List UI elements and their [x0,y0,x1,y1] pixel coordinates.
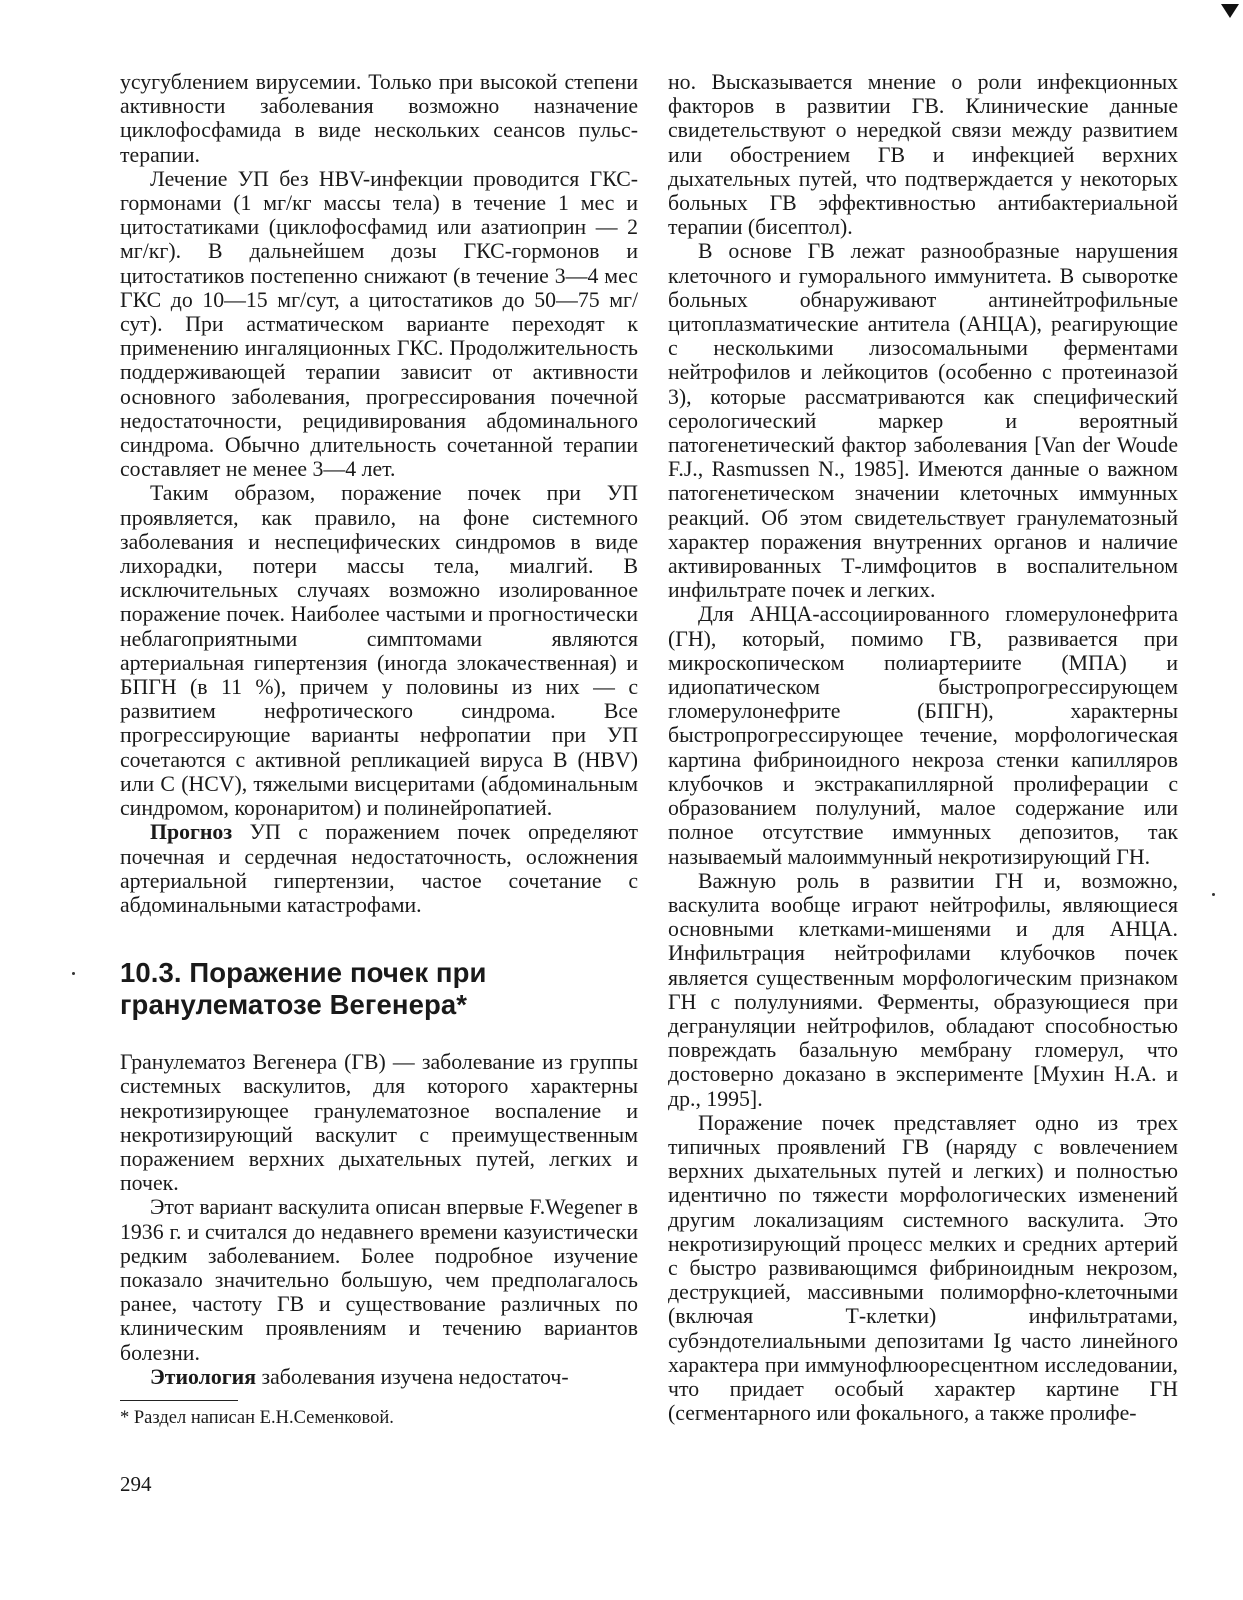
right-column [668,70,1178,1425]
paragraph: Для АНЦА-ассоциированного гломерулонефрита (ГН), который, помимо ГВ, развивается при микроскопическом полиартериите (МПА) и идиопатическом быстропрогрессирующем гломерулонефрите (БПГН), характерны быстропрогрессирующее течение, морфологическая картина фибриноидного некроза стенки капилляров клубочков и экстракапиллярной пролиферации с образованием полулуний, малое содержание или полное отсутствие иммунных депозитов, так называемый малоиммунный некротизирующий ГН. [668,602,1178,869]
footnote-divider [120,1400,238,1401]
scan-speck [72,972,75,975]
page-number: 294 [120,1472,152,1496]
paragraph: Этот вариант васкулита описан впервые F.Wegener в 1936 г. и считался до недавнего времени казуистически редким заболеванием. Более подробное изучение показало значительно большую, чем предполагалось ранее, частоту ГВ и существование различных по клиническим проявлениям и течению вариантов болезни. [120,1195,638,1365]
scan-speck [1212,893,1215,896]
paragraph: Прогноз УП с поражением почек определяют почечная и сердечная недостаточность, осложнения артериальной гипертензии, частое сочетание с абдоминальными катастрофами. [120,820,638,917]
section-heading: 10.3. Поражение почек при гранулематозе Вегенера* [120,957,487,1021]
paragraph: усугублением вирусемии. Только при высокой степени активности заболевания возможно назначение циклофосфамида в виде нескольких сеансов пульс-терапии. [120,70,638,167]
paragraph-lead-term: Этиология [150,1364,257,1389]
paragraph: Гранулематоз Вегенера (ГВ) — заболевание из группы системных васкулитов, для которого характерны некротизирующее гранулематозное воспаление и некротизирующий васкулит с преимущественным поражением верхних дыхательных путей, легких и почек. [120,1050,638,1196]
footnote: * Раздел написан Е.Н.Семенковой. [120,1407,394,1428]
paragraph: Поражение почек представляет одно из трех типичных проявлений ГВ (наряду с вовлечением верхних дыхательных путей и легких) и полностью идентично по тяжести морфологических изменений другим локализациям системного васкулита. Это некротизирующий процесс мелких и средних артерий с быстро развивающимся фибриноидным некрозом, деструкцией, массивными полиморфно-клеточными (включая Т-клетки) инфильтратами, субэндотелиальными депозитами Ig часто линейного характера при иммунофлюоресцентном исследовании, что придает особый характер картине ГН (сегментарного или фокального, а также пролифе- [668,1110,1178,1426]
paragraph-lead-term: Прогноз [150,820,233,845]
paragraph: Таким образом, поражение почек при УП проявляется, как правило, на фоне системного заболевания и неспецифических синдромов в виде лихорадки, потери массы тела, миалгий. В исключительных случаях возможно изолированное поражение почек. Наиболее частыми и прогностически неблагоприятными симптомами являются артериальная гипертензия (иногда злокачественная) и БПГН (в 11 %), причем у половины из них — с развитием нефротического синдрома. Все прогрессирующие варианты нефропатии при УП сочетаются с активной репликацией вируса В (HBV) или С (HCV), тяжелыми висцеритами (абдоминальным синдромом, коронаритом) и полинейропатией. [120,481,638,821]
paragraph: Важную роль в развитии ГН и, возможно, васкулита вообще играют нейтрофилы, являющиеся основными клетками-мишенями и для АНЦА. Инфильтрация нейтрофилами клубочков почек является существенным морфологическим признаком ГН с полулуниями. Ферменты, образующиеся при дегрануляции нейтрофилов, обладают способностью повреждать базальную мембрану гломерул, что достоверно доказано в эксперименте [Мухин Н.А. и др., 1995]. [668,868,1178,1111]
corner-mark [1221,4,1239,18]
paragraph: Этиология заболевания изучена недостаточ- [150,1364,569,1389]
paragraph: В основе ГВ лежат разнообразные нарушения клеточного и гуморального иммунитета. В сыворотке больных обнаруживают антинейтрофильные цитоплазматические антитела (АНЦА), реагирующие с несколькими лизосомальными ферментами нейтрофилов и лейкоцитов (особенно с протеиназой 3), которые рассматриваются как специфический серологический маркер и вероятный патогенетический фактор заболевания [Van der Woude F.J., Rasmussen N., 1985]. Имеются данные о важном патогенетическом значении клеточных иммунных реакций. Об этом свидетельствует гранулематозный характер поражения внутренних органов и наличие активированных Т-лимфоцитов в воспалительном инфильтрате почек и легких. [668,239,1178,603]
left-column [120,70,638,1429]
paragraph: Лечение УП без HBV-инфекции проводится ГКС-гормонами (1 мг/кг массы тела) в течение 1 мес и цитостатиками (циклофосфамид или азатиоприн — 2 мг/кг). В дальнейшем дозы ГКС-гормонов и цитостатиков постепенно снижают (в течение 3—4 мес ГКС до 10—15 мг/сут, а цитостатиков до 50—75 мг/сут). При астматическом варианте переходят к применению ингаляционных ГКС. Продолжительность поддерживающей терапии зависит от активности основного заболевания, прогрессирования почечной недостаточности, рецидивирования абдоминального синдрома. Обычно длительность сочетанной терапии составляет не менее 3—4 лет. [120,166,638,482]
paragraph: но. Высказывается мнение о роли инфекционных факторов в развитии ГВ. Клинические данные свидетельствуют о нередкой связи между развитием или обострением ГВ и инфекцией верхних дыхательных путей, что подтверждается у некоторых больных ГВ эффективностью антибактериальной терапии (бисептол). [668,70,1178,240]
